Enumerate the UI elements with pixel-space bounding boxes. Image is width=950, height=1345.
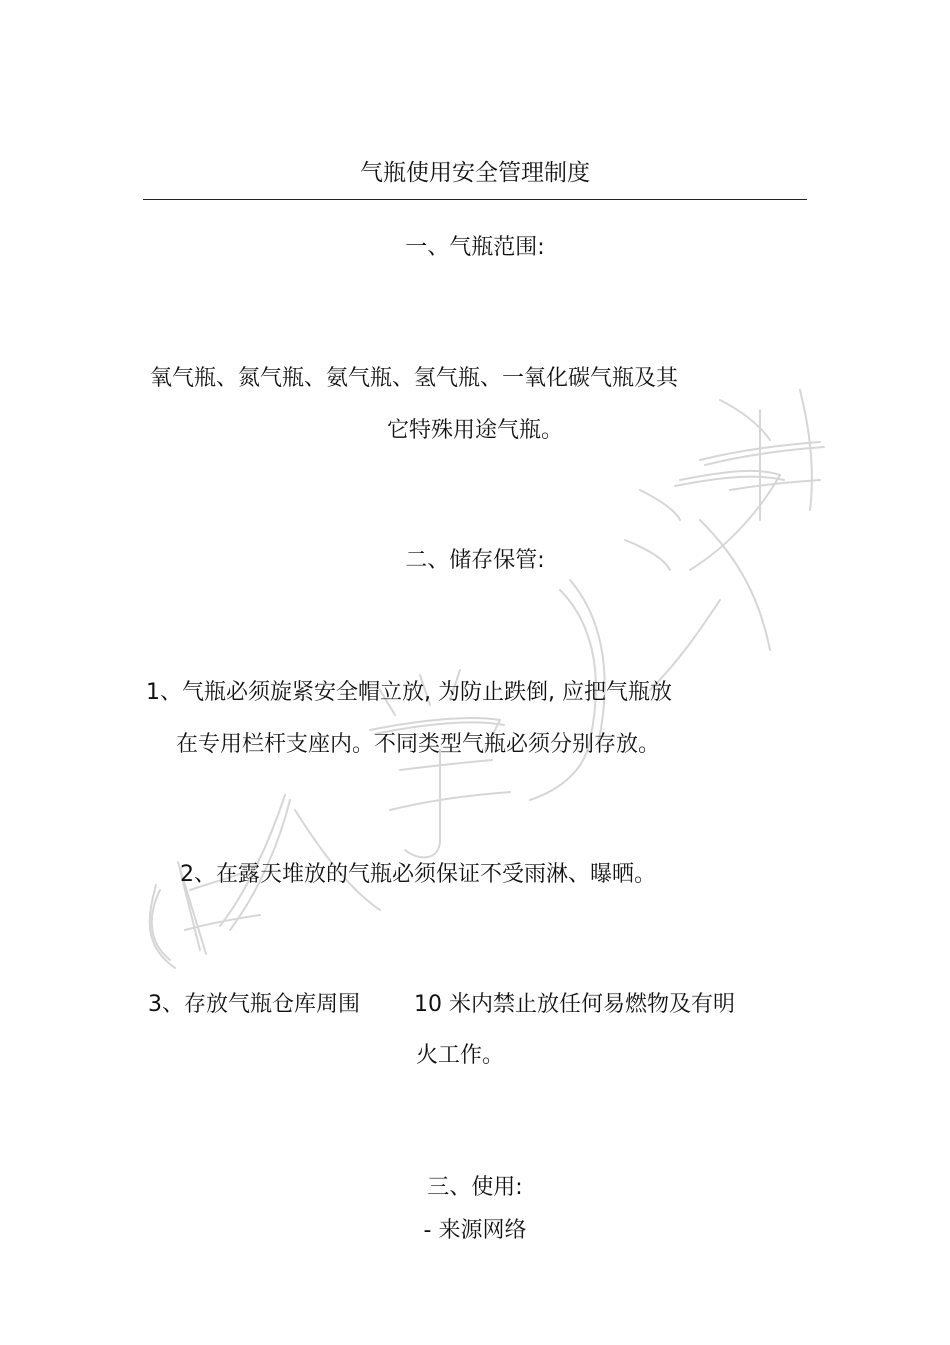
storage-item-3-line-1-right: 10 米内禁止放任何易燃物及有明 <box>414 992 735 1017</box>
section-heading-storage: 二、储存保管: <box>405 548 545 573</box>
title-divider <box>143 199 807 200</box>
source-note: - 来源网络 <box>423 1218 527 1243</box>
storage-item-3-line-2: 火工作。 <box>416 1043 505 1068</box>
storage-item-1-line-1: 1、气瓶必须旋紧安全帽立放, 为防止跌倒, 应把气瓶放 <box>146 680 672 705</box>
section-heading-scope: 一、气瓶范围: <box>405 235 545 260</box>
storage-item-3-line-1-left: 3、存放气瓶仓库周围 <box>148 992 360 1017</box>
section-heading-usage: 三、使用: <box>427 1175 523 1200</box>
storage-item-1-line-2: 在专用栏杆支座内。不同类型气瓶必须分别存放。 <box>176 732 661 757</box>
storage-item-2: 2、在露天堆放的气瓶必须保证不受雨淋、曝晒。 <box>180 862 656 887</box>
scope-text-line-1: 氧气瓶、氮气瓶、氨气瓶、氢气瓶、一氧化碳气瓶及其 <box>150 366 679 391</box>
scope-text-line-2: 它特殊用途气瓶。 <box>386 418 563 443</box>
document-title: 气瓶使用安全管理制度 <box>360 160 590 186</box>
